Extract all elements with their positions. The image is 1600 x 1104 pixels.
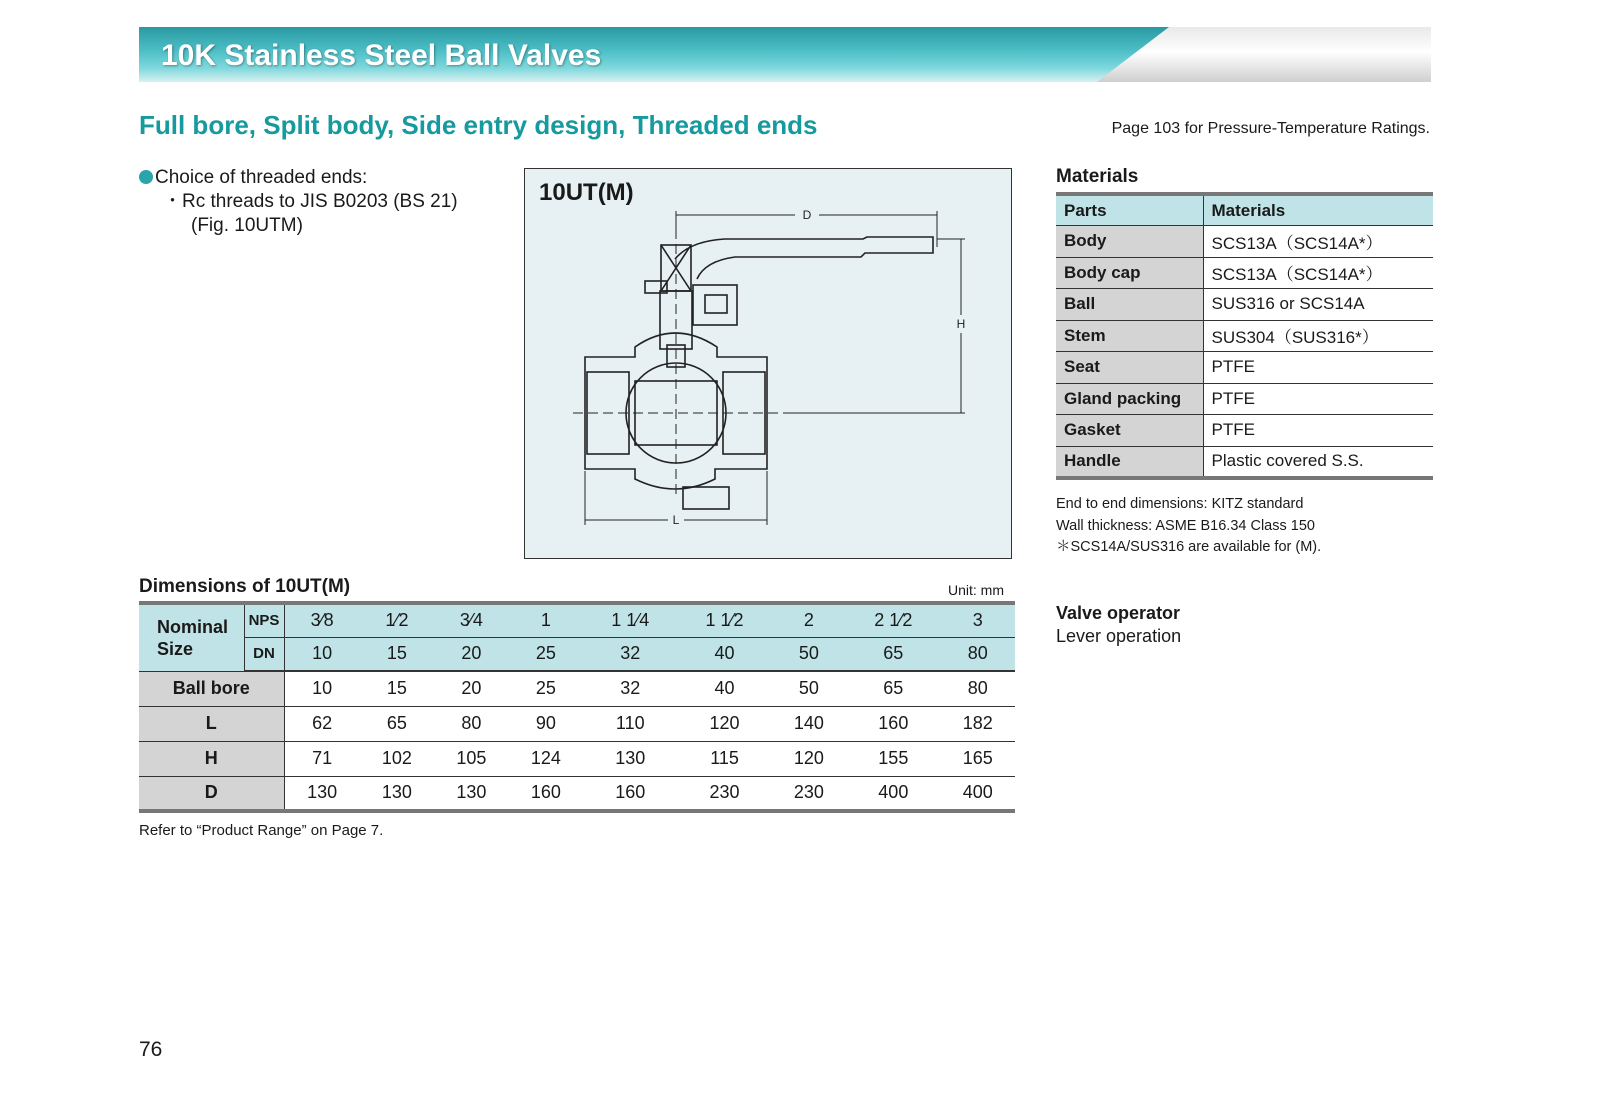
value-cell: 155 bbox=[846, 741, 940, 776]
value-cell: 102 bbox=[360, 741, 434, 776]
part-name: Body bbox=[1056, 226, 1203, 258]
materials-heading: Materials bbox=[1056, 166, 1139, 187]
table-row bbox=[139, 671, 1015, 706]
value-cell: 130 bbox=[381, 782, 412, 803]
value-cell: 120 bbox=[677, 706, 771, 741]
dn-cell: 25 bbox=[509, 637, 583, 671]
table-row bbox=[139, 706, 1015, 741]
table-row bbox=[139, 741, 1015, 776]
col-materials: Materials bbox=[1203, 194, 1433, 226]
stopper-block bbox=[693, 285, 737, 325]
value-cell: 115 bbox=[677, 741, 771, 776]
dim-l-label: L bbox=[672, 513, 680, 527]
part-name: Body cap bbox=[1056, 257, 1203, 289]
feature-subitem: ・Rc threads to JIS B0203 (BS 21) bbox=[163, 191, 458, 212]
part-name: Seat bbox=[1056, 352, 1203, 384]
dim-d-label: D bbox=[802, 208, 812, 222]
row-label: Ball bore bbox=[139, 671, 284, 706]
value-cell: 15 bbox=[360, 671, 434, 706]
part-material: PTFE bbox=[1203, 352, 1433, 384]
part-name: Gasket bbox=[1056, 415, 1203, 447]
dimensions-heading: Dimensions of 10UT(M) bbox=[139, 576, 351, 597]
dn-row bbox=[139, 637, 1015, 671]
operator-value: Lever operation bbox=[1056, 626, 1182, 646]
product-subtitle: Full bore, Split body, Side entry design, Threaded ends bbox=[139, 110, 818, 140]
value-cell: 165 bbox=[940, 741, 1015, 776]
note-wall-thickness: Wall thickness: ASME B16.34 Class 150 bbox=[1056, 517, 1315, 534]
dn-label: DN bbox=[244, 637, 284, 671]
value-cell: 160 bbox=[615, 782, 646, 803]
dn-cell: 50 bbox=[772, 637, 846, 671]
nps-cell: 1 1⁄4 bbox=[583, 603, 677, 637]
part-material: Plastic covered S.S. bbox=[1211, 451, 1364, 470]
note-end-to-end: End to end dimensions: KITZ standard bbox=[1056, 496, 1304, 512]
part-name: Handle bbox=[1056, 446, 1203, 478]
drain-plug bbox=[683, 487, 729, 509]
table-row bbox=[1056, 446, 1433, 478]
operator-heading: Valve operator bbox=[1056, 603, 1181, 623]
row-label: D bbox=[139, 776, 284, 811]
nps-cell: 1 1⁄2 bbox=[677, 603, 771, 637]
materials-table bbox=[1056, 192, 1433, 480]
table-row bbox=[1056, 352, 1433, 384]
table-row bbox=[1056, 383, 1433, 415]
bullet-icon bbox=[139, 170, 153, 184]
value-cell: 130 bbox=[456, 782, 487, 803]
note-availability: ＊SCS14A/SUS316 are available for (M). bbox=[1056, 539, 1322, 555]
table-row bbox=[1056, 226, 1433, 258]
feature-figure-ref: (Fig. 10UTM) bbox=[191, 215, 303, 236]
dimensions-table bbox=[139, 601, 1015, 813]
value-cell: 62 bbox=[284, 706, 360, 741]
pressure-rating-reference: Page 103 for Pressure-Temperature Ratings. bbox=[1111, 120, 1430, 137]
dim-h-label: H bbox=[956, 317, 966, 331]
dn-cell: 80 bbox=[940, 637, 1015, 671]
page-number: 76 bbox=[139, 1038, 163, 1061]
table-row bbox=[139, 776, 1015, 811]
nps-cell: 2 1⁄2 bbox=[846, 603, 940, 637]
table-row bbox=[1056, 289, 1433, 321]
table-row bbox=[1056, 257, 1433, 289]
feature-item: Choice of threaded ends: bbox=[139, 166, 458, 190]
nps-cell: 3⁄4 bbox=[434, 603, 508, 637]
stopper-bolt bbox=[705, 295, 727, 313]
row-label: L bbox=[139, 706, 284, 741]
value-cell: 130 bbox=[307, 782, 338, 803]
row-label: H bbox=[139, 741, 284, 776]
value-cell: 65 bbox=[360, 706, 434, 741]
product-range-reference: Refer to “Product Range” on Page 7. bbox=[139, 822, 384, 839]
table-row bbox=[1056, 320, 1433, 352]
nps-cell: 1⁄2 bbox=[360, 603, 434, 637]
nps-cell: 3⁄8 bbox=[284, 603, 360, 637]
part-material: SCS13A（SCS14A*） bbox=[1203, 226, 1433, 258]
value-cell: 230 bbox=[793, 782, 824, 803]
table-row bbox=[1056, 415, 1433, 447]
part-material: PTFE bbox=[1203, 415, 1433, 447]
value-cell: 71 bbox=[284, 741, 360, 776]
value-cell: 50 bbox=[772, 671, 846, 706]
part-material: SCS13A（SCS14A*） bbox=[1203, 257, 1433, 289]
materials-notes bbox=[1056, 494, 1321, 559]
part-material: SUS304（SUS316*） bbox=[1203, 320, 1433, 352]
value-cell: 10 bbox=[284, 671, 360, 706]
nps-row bbox=[139, 603, 1015, 637]
value-cell: 120 bbox=[772, 741, 846, 776]
value-cell: 80 bbox=[940, 671, 1015, 706]
nps-cell: 3 bbox=[940, 603, 1015, 637]
value-cell: 80 bbox=[434, 706, 508, 741]
model-label: 10UT(M) bbox=[539, 179, 634, 206]
dn-cell: 10 bbox=[284, 637, 360, 671]
features-list bbox=[139, 166, 458, 238]
value-cell: 25 bbox=[509, 671, 583, 706]
valve-cross-section bbox=[525, 169, 1013, 560]
col-parts: Parts bbox=[1056, 194, 1203, 226]
value-cell: 160 bbox=[846, 706, 940, 741]
dn-cell: 20 bbox=[434, 637, 508, 671]
nps-label: NPS bbox=[244, 603, 284, 637]
materials-header-row bbox=[1056, 194, 1433, 226]
value-cell: 90 bbox=[509, 706, 583, 741]
value-cell: 400 bbox=[962, 782, 993, 803]
value-cell: 400 bbox=[878, 782, 909, 803]
part-material: SUS316 or SCS14A bbox=[1203, 289, 1433, 321]
value-cell: 124 bbox=[509, 741, 583, 776]
part-name: Ball bbox=[1056, 289, 1203, 321]
value-cell: 65 bbox=[846, 671, 940, 706]
dn-cell: 40 bbox=[677, 637, 771, 671]
dn-cell: 65 bbox=[846, 637, 940, 671]
nps-cell: 1 bbox=[509, 603, 583, 637]
title-bar bbox=[139, 27, 1431, 82]
unit-label: Unit: mm bbox=[948, 582, 1004, 598]
value-cell: 230 bbox=[709, 782, 740, 803]
value-cell: 160 bbox=[530, 782, 561, 803]
part-name: Stem bbox=[1056, 320, 1203, 352]
value-cell: 32 bbox=[583, 671, 677, 706]
part-name: Gland packing bbox=[1056, 383, 1203, 415]
nps-cell: 2 bbox=[772, 603, 846, 637]
page-title: 10K Stainless Steel Ball Valves bbox=[161, 39, 602, 72]
nominal-size-label: Nominal Size bbox=[139, 603, 244, 671]
value-cell: 140 bbox=[772, 706, 846, 741]
value-cell: 130 bbox=[583, 741, 677, 776]
value-cell: 40 bbox=[677, 671, 771, 706]
lever-handle bbox=[675, 237, 933, 279]
value-cell: 20 bbox=[434, 671, 508, 706]
part-material: PTFE bbox=[1203, 383, 1433, 415]
valve-drawing bbox=[524, 168, 1012, 559]
value-cell: 182 bbox=[940, 706, 1015, 741]
valve-operator bbox=[1056, 602, 1181, 648]
value-cell: 105 bbox=[434, 741, 508, 776]
dn-cell: 32 bbox=[583, 637, 677, 671]
value-cell: 110 bbox=[583, 706, 677, 741]
dn-cell: 15 bbox=[360, 637, 434, 671]
